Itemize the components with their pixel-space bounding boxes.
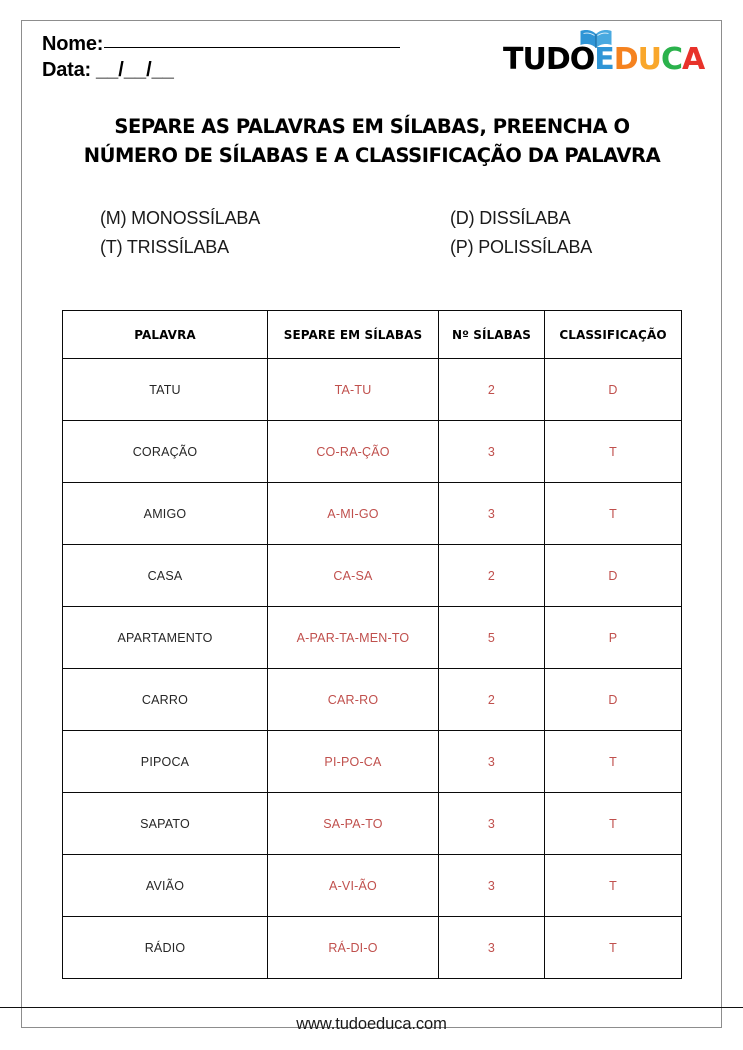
- cell-classification[interactable]: T: [545, 793, 682, 855]
- cell-count[interactable]: 3: [439, 483, 545, 545]
- column-header-num-silabas: Nº SÍLABAS: [439, 311, 545, 359]
- student-fields: [42, 33, 482, 82]
- table-row: [63, 359, 682, 421]
- cell-word: APARTAMENTO: [63, 607, 268, 669]
- logo-letter-u: U: [637, 42, 662, 77]
- logo-text-tudo: TUDO: [503, 42, 595, 77]
- worksheet-header: [42, 33, 705, 95]
- cell-syllables[interactable]: CO-RA-ÇÃO: [268, 421, 439, 483]
- cell-word: AVIÃO: [63, 855, 268, 917]
- legend-item-trissilaba: (T) TRISSÍLABA: [100, 237, 229, 257]
- table-row: [63, 793, 682, 855]
- name-write-line[interactable]: [104, 47, 400, 48]
- cell-count[interactable]: 5: [439, 607, 545, 669]
- table-row: [63, 421, 682, 483]
- column-header-palavra: PALAVRA: [63, 311, 268, 359]
- cell-classification[interactable]: D: [545, 359, 682, 421]
- cell-syllables[interactable]: SA-PA-TO: [268, 793, 439, 855]
- table-header-row: [63, 311, 682, 359]
- cell-classification[interactable]: D: [545, 545, 682, 607]
- page-title-line-1: SEPARE AS PALAVRAS EM SÍLABAS, PREENCHA O: [114, 115, 630, 138]
- logo-letter-e: E: [594, 42, 614, 77]
- cell-syllables[interactable]: RÁ-DI-O: [268, 917, 439, 979]
- cell-classification[interactable]: T: [545, 917, 682, 979]
- cell-count[interactable]: 3: [439, 855, 545, 917]
- footer-url[interactable]: www.tudoeduca.com: [296, 1015, 447, 1033]
- legend-item-dissilaba: (D) DISSÍLABA: [450, 208, 571, 228]
- table-row: [63, 917, 682, 979]
- name-field-row: [42, 33, 482, 56]
- cell-syllables[interactable]: CAR-RO: [268, 669, 439, 731]
- cell-word: CORAÇÃO: [63, 421, 268, 483]
- tudoeduca-logo: [503, 31, 703, 89]
- cell-classification[interactable]: D: [545, 669, 682, 731]
- cell-count[interactable]: 3: [439, 421, 545, 483]
- cell-word: RÁDIO: [63, 917, 268, 979]
- table-row: [63, 607, 682, 669]
- cell-word: SAPATO: [63, 793, 268, 855]
- logo-wordmark: [503, 42, 705, 77]
- cell-count[interactable]: 2: [439, 669, 545, 731]
- logo-letter-d: D: [613, 42, 638, 77]
- cell-count[interactable]: 3: [439, 793, 545, 855]
- cell-syllables[interactable]: PI-PO-CA: [268, 731, 439, 793]
- table-row: [63, 669, 682, 731]
- syllables-table: [62, 310, 682, 979]
- cell-classification[interactable]: T: [545, 483, 682, 545]
- page-title-line-2: NÚMERO DE SÍLABAS E A CLASSIFICAÇÃO DA PALAVRA: [83, 144, 661, 167]
- logo-letter-a: A: [682, 42, 705, 77]
- classification-legend: [100, 206, 660, 259]
- cell-classification[interactable]: T: [545, 731, 682, 793]
- cell-word: CASA: [63, 545, 268, 607]
- table-row: [63, 483, 682, 545]
- name-label: Nome:: [42, 33, 104, 55]
- legend-item-monossilaba: (M) MONOSSÍLABA: [100, 208, 261, 228]
- table-row: [63, 545, 682, 607]
- cell-word: PIPOCA: [63, 731, 268, 793]
- legend-item-polissilaba: (P) POLISSÍLABA: [450, 237, 593, 257]
- cell-count[interactable]: 3: [439, 731, 545, 793]
- cell-classification[interactable]: T: [545, 855, 682, 917]
- page-title: [30, 112, 714, 170]
- column-header-classificacao: CLASSIFICAÇÃO: [545, 311, 682, 359]
- syllables-table-wrapper: [62, 310, 681, 979]
- table-row: [63, 855, 682, 917]
- cell-syllables[interactable]: A-VI-ÃO: [268, 855, 439, 917]
- cell-count[interactable]: 3: [439, 917, 545, 979]
- cell-word: TATU: [63, 359, 268, 421]
- cell-syllables[interactable]: TA-TU: [268, 359, 439, 421]
- cell-word: AMIGO: [63, 483, 268, 545]
- logo-letter-c: C: [661, 42, 683, 77]
- cell-classification[interactable]: P: [545, 607, 682, 669]
- table-body: [63, 359, 682, 979]
- date-field-row: [42, 59, 482, 82]
- table-row: [63, 731, 682, 793]
- cell-word: CARRO: [63, 669, 268, 731]
- cell-syllables[interactable]: A-PAR-TA-MEN-TO: [268, 607, 439, 669]
- cell-syllables[interactable]: A-MI-GO: [268, 483, 439, 545]
- cell-syllables[interactable]: CA-SA: [268, 545, 439, 607]
- column-header-separe: SEPARE EM SÍLABAS: [268, 311, 439, 359]
- date-label: Data:: [42, 59, 92, 81]
- footer-divider: [0, 1007, 743, 1008]
- cell-classification[interactable]: T: [545, 421, 682, 483]
- cell-count[interactable]: 2: [439, 359, 545, 421]
- date-write-line[interactable]: __/__/__: [96, 59, 174, 81]
- cell-count[interactable]: 2: [439, 545, 545, 607]
